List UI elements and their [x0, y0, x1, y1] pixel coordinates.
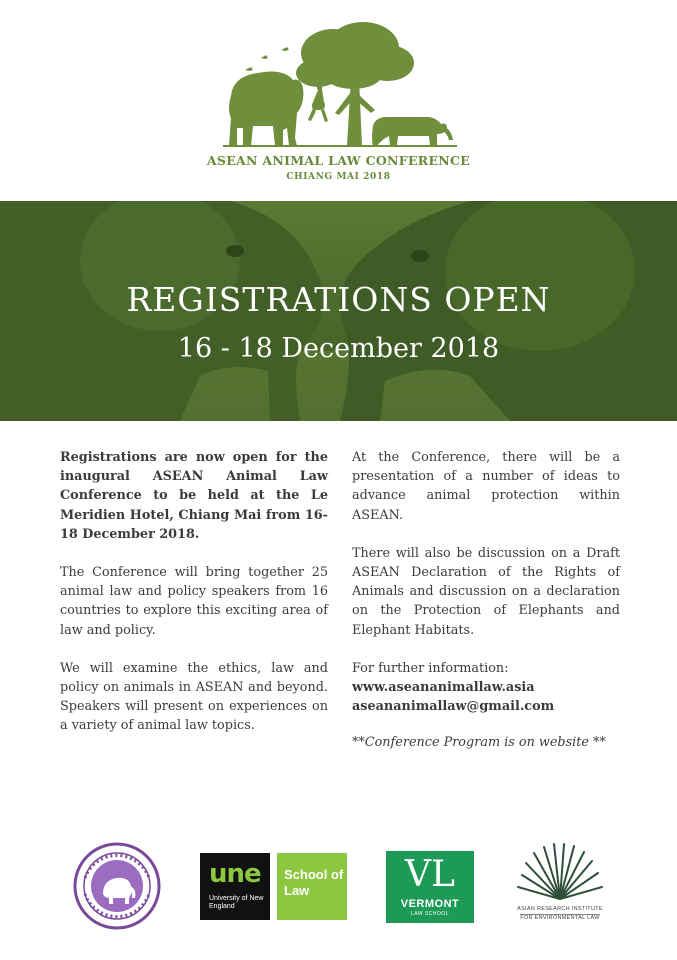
intro-paragraph: Registrations are now open for the inaugural ASEAN Animal Law Conference to be held at the Le Meridien Hotel, Chiang Mai from 16-18 December 2018. — [60, 450, 328, 542]
hero-banner — [0, 201, 677, 421]
right-column — [352, 448, 620, 753]
ari-environmental-law-logo — [512, 841, 608, 931]
conference-logo-area — [0, 0, 677, 200]
speakers-paragraph: The Conference will bring together 25 animal law and policy speakers from 16 countries to explore this exciting area of law and policy. — [60, 565, 328, 638]
program-note: **Conference Program is on website ** — [352, 735, 606, 751]
ari-divider — [520, 914, 600, 915]
info-label: For further information: — [352, 660, 509, 676]
vermont-mark: VL — [405, 854, 455, 895]
conference-logo-icon — [223, 18, 457, 153]
conference-title: ASEAN ANIMAL LAW CONFERENCE — [206, 153, 471, 168]
ari-line-2: FOR ENVIRONMENTAL LAW — [520, 915, 600, 921]
sponsor-logos — [0, 835, 677, 945]
declaration-paragraph: There will also be discussion on a Draft ASEAN Declaration of the Rights of Animals and discussion on a declaration on the Protection of Elephants and Elephant Habitats. — [352, 545, 620, 638]
registrations-open-heading: REGISTRATIONS OPEN — [126, 280, 551, 319]
conference-dates: 16 - 18 December 2018 — [177, 333, 500, 364]
contact-info — [352, 659, 620, 717]
school-of-law-logo: School of Law — [277, 853, 347, 920]
presentation-paragraph: At the Conference, there will be a presentation of a number of ideas to advance animal protection within ASEAN. — [352, 450, 620, 523]
conference-subtitle: CHIANG MAI 2018 — [286, 172, 391, 182]
vermont-name: VERMONT — [400, 898, 460, 910]
ethics-paragraph: We will examine the ethics, law and policy on animals in ASEAN and beyond. Speakers will present on experiences on a variety of animal law topics. — [60, 660, 328, 734]
website-link[interactable]: www.aseananimallaw.asia — [352, 680, 535, 696]
une-name: University of New England — [209, 895, 264, 910]
left-column — [60, 448, 328, 755]
chiang-mai-university-seal-icon — [73, 842, 161, 930]
ari-line-1: ASIAN RESEARCH INSTITUTE — [517, 906, 603, 912]
une-logo — [200, 853, 270, 920]
palm-leaf-icon — [512, 841, 608, 903]
une-mark: une — [209, 859, 261, 889]
vermont-law-school-logo — [386, 851, 474, 923]
vermont-school-label: LAW SCHOOL — [410, 911, 450, 917]
email-link[interactable]: aseananimallaw@gmail.com — [352, 699, 555, 715]
